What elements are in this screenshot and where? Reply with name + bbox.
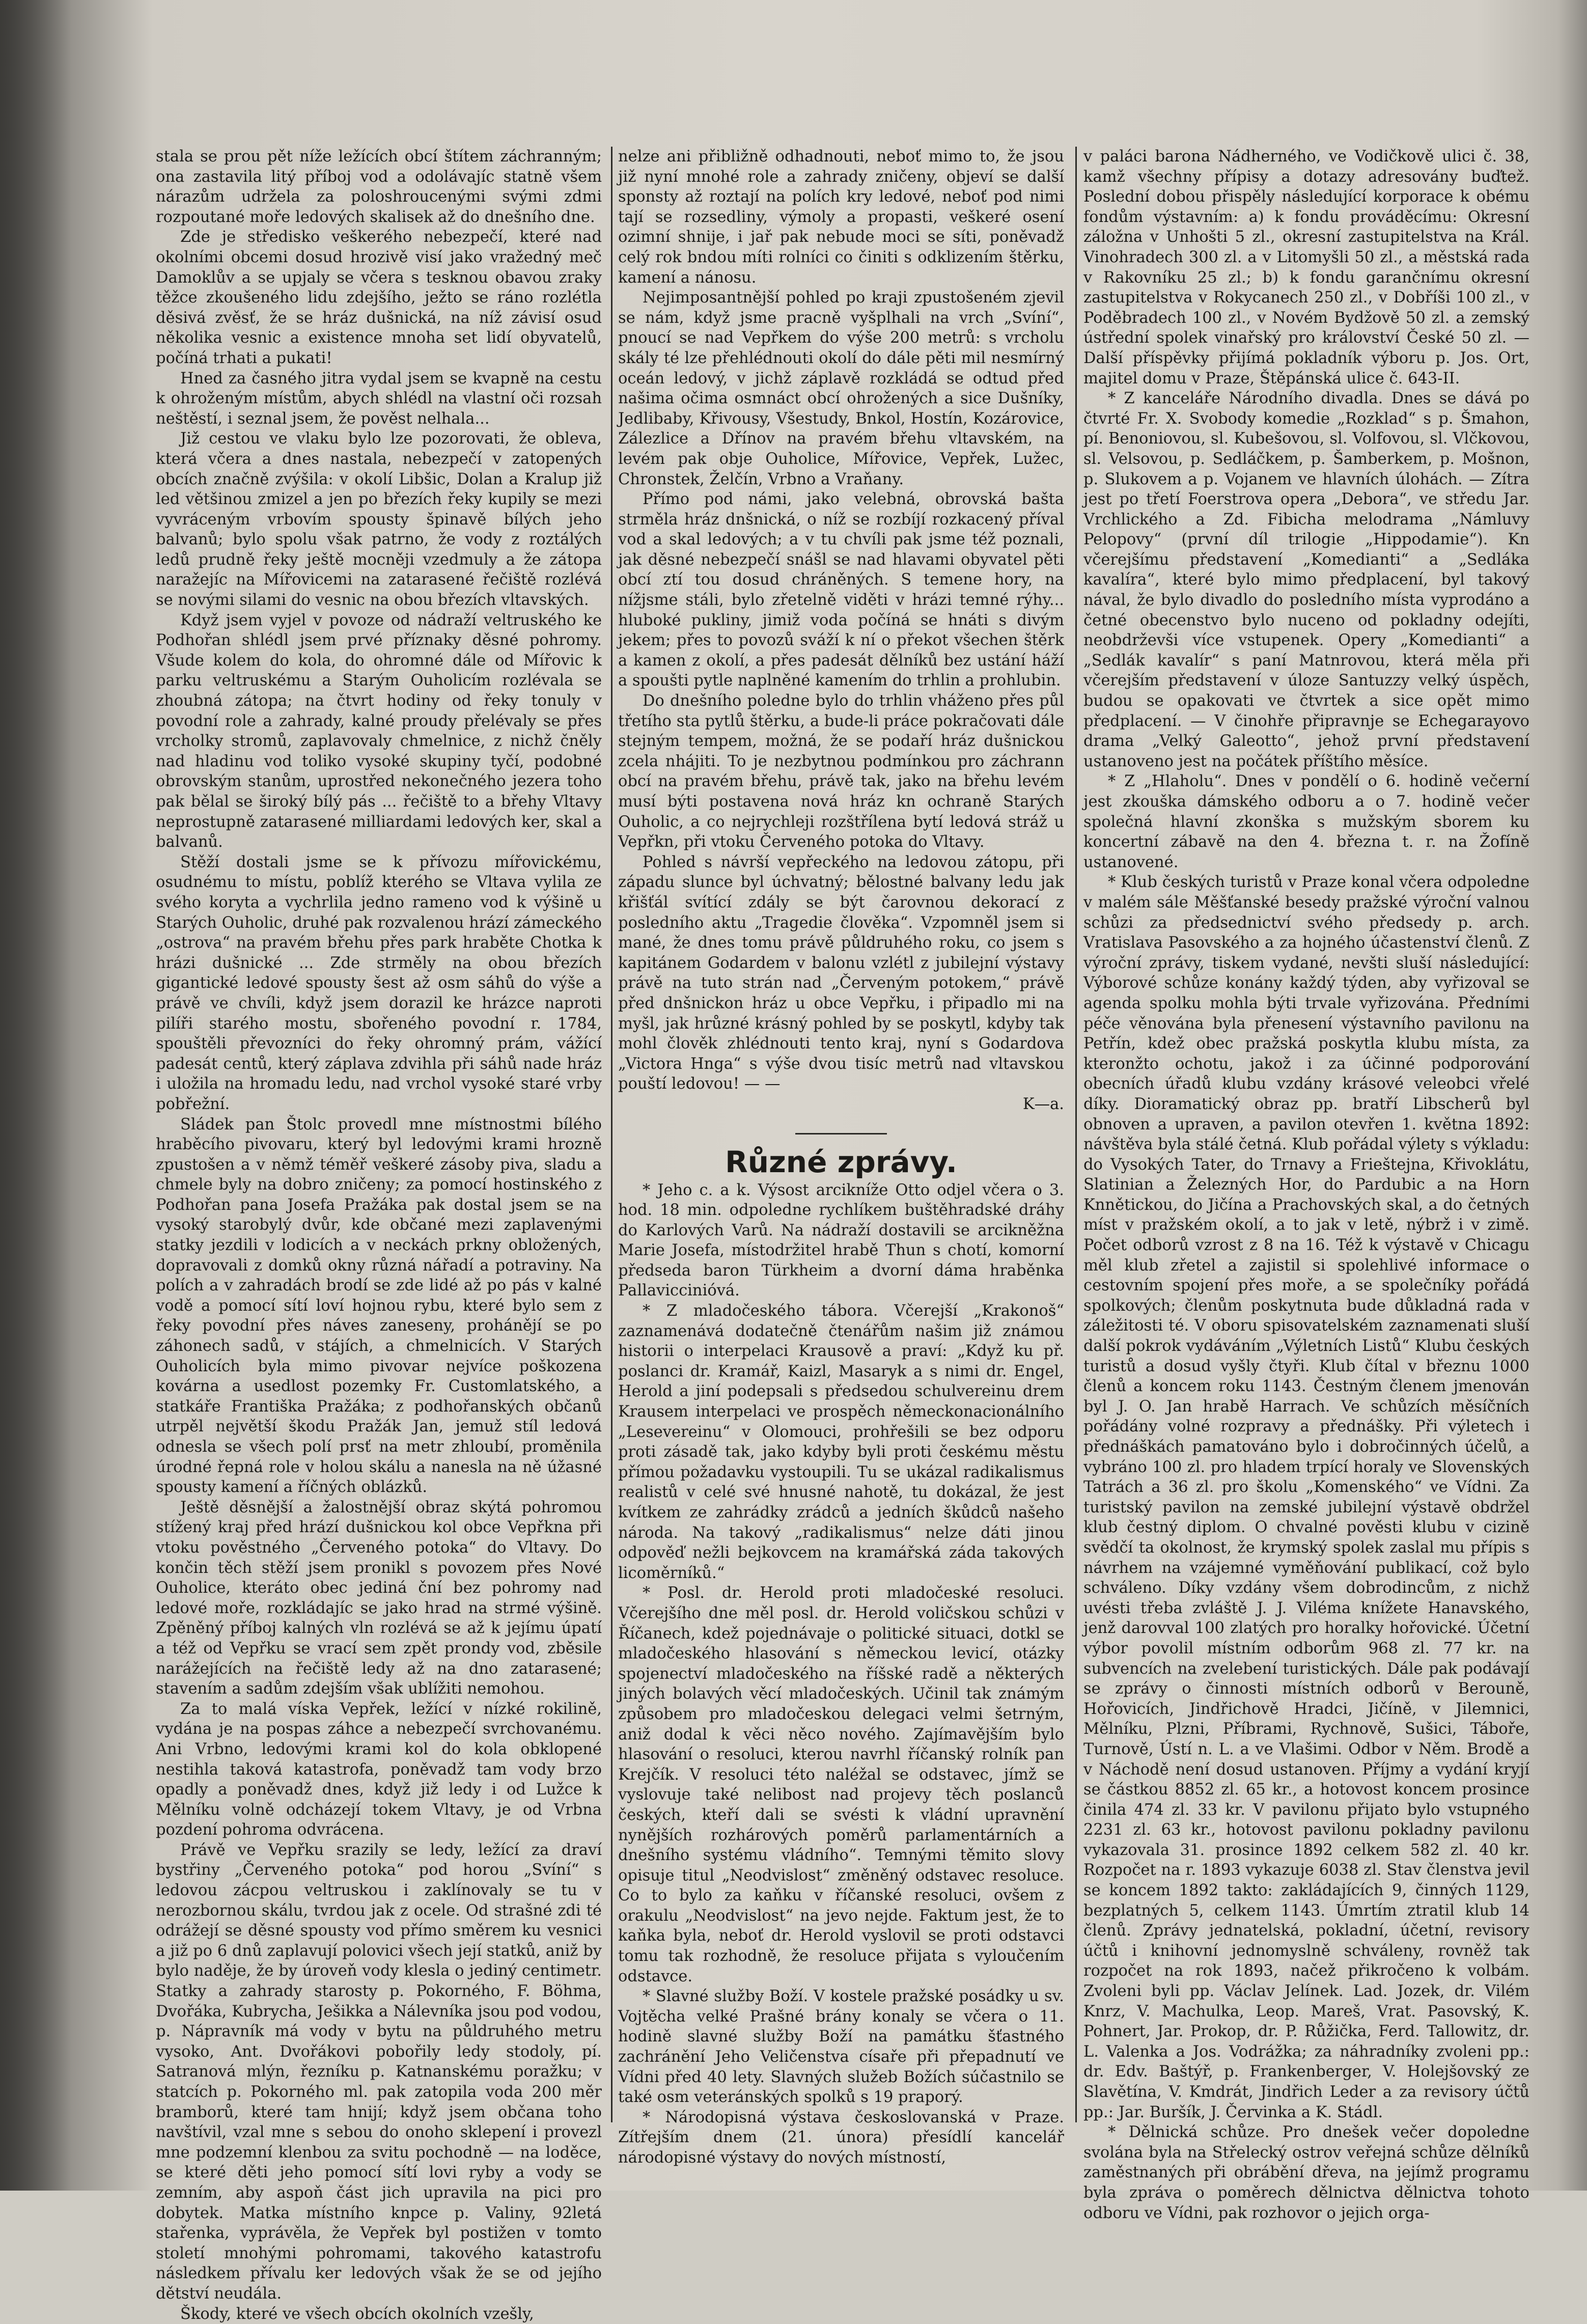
paragraph: Přímo pod námi, jako velebná, obrovská bašta strměla hráz dnšnická, o níž se rozbíjí rozkacený příval vod a skal ledových; a v tu chvíli pak jsme též poznali, jak děsné nebezpečí snášl se nad hlavami obyvatel pěti obcí ztí tou dosud chráněných. S temene hory, na nížjsme stáli, bylo zřetelně viděti v hrázi temné rýhy... hluboké pukliny, jimiž voda počíná se hnáti s divým jekem; přes to povozů sváží k ní o překot všechen štěrk a kamen z okolí, a přes padesát dělníků bez ustání háží a spoušti pytle naplněné kamením do trhlin a prohlubin. [618, 490, 1064, 690]
section-divider [795, 1133, 887, 1135]
news-item: * Z „Hlaholu“. Dnes v pondělí o 6. hodině večerní jest zkouška dámského odboru a o 7. hodině večer společná hlavní zkonška s mužským sborem ku koncertní zábavě na den 4. března t. r. na Žofíně ustanovené. [1083, 772, 1529, 871]
news-item: * Z mladočeského tábora. Včerejší „Krakonoš“ zaznamenává dodatečně čtenářům našim již známou historii o interpelaci Krausově a praví: „Když ku př. poslanci dr. Kramář, Kaizl, Masaryk a s nimi dr. Engel, Herold a jiní podepsali s předsedou schulvereinu drem Krausem interpelaci ve prospěch německonacionálního „Lesevereinu“ v Olomouci, prohřešili se bez odporu proti zásadě tak, jako kdyby byli proti českému městu přímou požadavku vystoupili. Tu se ukázal radikalismus realistů v celé své hnusné nahotě, tu dokázal, že jest kvítkem ze zahrádky zrádců a jedních škůdců našeho národa. Na takový „radikalismus“ nelze dáti jinou odpověď nežli bejkovcem na kramářská záda takových licoměrníků.“ [618, 1302, 1064, 1582]
scan-shadow [0, 0, 71, 2191]
paragraph: v paláci barona Nádherného, ve Vodičkově ulici č. 38, kamž všechny přípisy a dotazy adresovány buďtež. Poslední dobou přispěly následující korporace k obému fondům výstavním: a) k fondu prováděcímu: Okresní záložna v Unhošti 5 zl., okresní zastupitelstva na Král. Vinohradech 300 zl. a v Litomyšli 50 zl., a městská rada v Rakovníku 25 zl.; b) k fondu garančnímu okresní zastupitelstva v Rokycanech 250 zl., v Dobříši 100 zl., v Poděbradech 100 zl., v Novém Bydžově 50 zl. a zemský ústřední spolek vinařský pro království České 50 zl. — Další příspěvky přijímá pokladník výboru p. Jos. Ort, majitel domu v Praze, Štěpánská ulice č. 643-II. [1083, 148, 1529, 388]
paragraph: Pohled s návrší vepřeckého na ledovou zátopu, při západu slunce byl úchvatný; bělostné balvany ledu jak křišťál svítící zdály se být čarovnou dekorací z posledního aktu „Tragedie člověka“. Vzpomněl jsem si mané, že dnes tomu právě půldruhého roku, co jsem s kapitánem Godardem v balonu vzlétl z jubilejní výstavy právě na tuto strán nad „Červeným potokem,“ právě před dnšnickon hráz u obce Vepřku, i připadlo mi na myšl, jak hrůzné krásný pohled by se poskytl, kdyby tak mohl člověk zhlédnouti tento kraj, nyní s Godardova „Victora Hnga“ s výše dvou tisíc metrů nad vltavskou pouští ledovou! — — [618, 853, 1064, 1093]
paragraph: Škody, které ve všech obcích okolních vzešly, [180, 2305, 534, 2323]
section-title: Různé zprávy. [725, 1144, 957, 1179]
column-rule [1075, 147, 1077, 2122]
paragraph: Do dnešního poledne bylo do trhlin vháženo přes půl třetího sta pytlů štěrku, a bude-li práce pokračovati dále stejným tempem, možná, že se podaří hráz dušnickou zcela nhájiti. To je nezbytnou podmínkou pro záchrann obcí na pravém břehu, právě tak, jako na břehu levém musí býti postavena nová hráz kn ochraně Starých Ouholic, a co nejrychleji rozštřílena bytí ledová stráž u Vepřkn, při vtoku Červeného potoka do Vltavy. [618, 692, 1064, 851]
news-item: * Posl. dr. Herold proti mladočeské resoluci. Včerejšího dne měl posl. dr. Herold voličskou schůzi v Říčanech, kdež pojednávaje o politické situaci, dotkl se mladočeského hlasování s německou levicí, otázky spojenectví mladočeského na říšské radě a některých jiných bolavých věcí mladočeských. Učinil tak známým způsobem pro mladočeskou delegaci velmi šetrným, aniž dodal k věci něco nového. Zajímavějším bylo hlasování o resoluci, kterou navrhl říčanský rolník pan Krejčík. V resoluci této naléžal se odstavec, jímž se vyslovuje také nelibost nad projevy těch poslanců českých, kteří dali se svésti k vládní upravnění nynějších rozhárových poměrů parlamentárních a dnešního systému vládního“. Temnými těmito slovy opisuje titul „Neodvislost“ změněný odstavec resoluce. Co to bylo za kaňku v říčanské resoluci, ovšem z orakulu „Neodvislost“ na jevo nejde. Faktum jest, že to kaňka byla, neboť dr. Herold vyslovil se proti odstavci tomu tak rozhodně, že resoluce přijata s vyloučením odstavce. [618, 1584, 1064, 1985]
news-item: * Dělnická schůze. Pro dnešek večer dopoledne svolána byla na Střelecký ostrov veřejná schůze dělníků zaměstnaných při obrábění dřeva, na jejímž programu byla zpráva o poměrech dělnictva dělnictva tohoto odboru ve Vídni, pak rozhovor o jejich orga- [1083, 2123, 1529, 2222]
news-item: * Z kanceláře Národního divadla. Dnes se dává po čtvrté Fr. X. Svobody komedie „Rozklad“ s p. Šmahon, pí. Benoniovou, sl. Kubešovou, sl. Volfovou, sl. Vlčkovou, sl. Velsovou, p. Sedláčkem, p. Šamberkem, p. Mošnon, p. Slukovem a p. Vojanem ve hlavních úlohách. — Zítra jest po třetí Foerstrova opera „Debora“, ve středu Jar. Vrchlického a Zd. Fibicha melodrama „Námluvy Pelopovy“ (první díl trilogie „Hippodamie“). Kn včerejšímu představení „Komedianti“ a „Sedláka kavalíra“, které bylo mimo předplacení, byl takový nával, že bylo divadlo do posledního místa vyprodáno a četné obecenstvo bylo nuceno od pokladny odejíti, neobdrževši více vstupenek. Opery „Komedianti“ a „Sedlák kavalír“ s paní Matnrovou, která měla při včerejším představení v úloze Santuzzy velký úspěch, budou se opakovati ve čtvrtek a sice opět mimo předplacení. — V činohře připravnje se Echegarayovo drama „Velký Galeotto“, jehož první představení ustanoveno jest na počátek příštího měsíce. [1083, 390, 1529, 770]
paragraph: Hned za časného jitra vydal jsem se kvapně na cestu k ohroženým místům, abych shlédl na vlastní oči rozsah neštěstí, i seznal jsem, že pověst nelhala... [156, 369, 602, 428]
news-item: * Národopisná výstava českoslovanská v Praze. Zítřejším dnem (21. února) přesídlí kancelář národopisné výstavy do nových místností, [618, 2108, 1064, 2167]
column-rule [611, 147, 612, 2122]
paragraph: nelze ani přibližně odhadnouti, neboť mimo to, že jsou již nyní mnohé role a zahrady zničeny, objeví se další sponsty až roztají na polích kry ledové, neboť pod nimi tají se rozsedliny, výmoly a propasti, veškeré osení ozimní shnije, i jař pak nebude moci se síti, poněvadž celý rok bndou míti rolníci co činiti s odklizením štěrku, kamení a nánosu. [618, 148, 1064, 287]
news-item: * Klub českých turistů v Praze konal včera odpoledne v malém sále Měšťanské besedy pražské výroční valnou schůzi za předsednictví svého předsedy p. arch. Vratislava Pasovského a za hojného účastenství členů. Z výroční zprávy, tiskem vydané, nevšti sluší následující: Výborové schůze konány každý týden, aby vyřizoval se agenda spolku mohla býti trvale vyřizována. Předními péče věnována byla přenesení výstavního pavilonu na Petřín, kdež obec pražská poskytla klubu místa, za kteronžto ochotu, jakož i za účinné podporování obecních úřadů klubu vzdány krásové veleobci vřelé díky. Dioramatický obraz pp. bratří Libscherů byl obnoven a upraven, a pavilon otevřen 1. května 1892: návštěva byla stálé četná. Klub pořádal výlety s výkladu: do Vysokých Tater, do Trnavy a Frieštejna, Křivoklátu, Slatinian a Železných Hor, do Pardubic a na Horn Knnětickou, do Jičína a Prachovských skal, a do četných míst v pražském okolí, a to jak v letě, nýbrž i v zimě. Počet odborů vzrost z 8 na 16. Též k výstavě v Chicagu měl klub zřetel a zajistil si spolehlivé informace o cestovním spojení přes moře, a se společníky pořádá spolkových; členům poskytnuta bude důkladná rada v záležitosti té. V oboru spisovatelském zaznamenati sluší další pokrok vydáváním „Výletních Listů“ Klubu českých turistů a dosud vyšly čtyři. Klub čítal v březnu 1000 členů a koncem roku 1143. Čestným členem jmenován byl J. O. Jan hrabě Harrach. Ve schůzích měsíčních pořádány volné rozpravy a přednášky. Při výletech i přednáškách pamatováno bylo i dobročinných účelů, a vybráno 100 zl. pro hladem trpící horaly ve Slovenských Tatrách a 36 zl. pro školu „Komenského“ ve Vídni. Za turistský pavilon na zemské jubilejní výstavě obdržel klub čestný diplom. O chvalné pověsti klubu v cizině svědčí ta okolnost, že krymský spolek zaslal mu přípis s návrhem na vzájemné vyměňování publikací, což bylo schváleno. Díky vzdány všem dobrodincům, z nichž uvésti třeba zvláště J. J. Viléma knížete Hanavského, jenž darovval 100 zlatých pro horalky hořovické. Účetní výbor povolil místním odborům 968 zl. 77 kr. na subvencích na zvelebení turistických. Dále pak podávají se zprávy o činnosti místních odborů v Berouně, Hořovicích, Jindřichově Hradci, Jičíně, v Jilemnici, Mělníku, Plzni, Příbrami, Rychnově, Sušici, Táboře, Turnově, Ústí n. L. a ve Vlašimi. Odbor v Něm. Brodě a v Náchodě není dosud ustanoven. Příjmy a vydání kryjí se částkou 8852 zl. 65 kr., a hotovost koncem prosince činila 474 zl. 33 kr. V pavilonu přijato bylo vstupného 2231 zl. 63 kr., hotovost pavilonu pokladny pavilonu vykazovala 31. prosince 1892 celkem 582 zl. 40 kr. Rozpočet na r. 1893 vykazuje 6038 zl. Stav členstva jevil se koncem 1892 takto: zakládajících 9, činných 1129, bezplatných 5, celkem 1143. Úmrtím ztratil klub 14 členů. Zprávy jednatelská, pokladní, účetní, revisory účtů i knihovní jednomyslně schváleny, rovněž tak rozpočet na rok 1893, načež přikročeno k volbám. Zvoleni byli pp. Václav Jelínek. Lad. Jozek, dr. Vilém Knrz, V. Machulka, Leop. Mareš, Vrat. Pasovský, K. Pohnert, Jar. Prokop, dr. P. Růžička, Ferd. Tallowitz, dr. L. Valenka a Jos. Vodrážka; za náhradníky zvoleni pp.: dr. Edv. Baštýř, p. Frankenberger, V. Holejšovský ze Slavětína, V. Kmdrát, Jindřich Leder a za revisory účtů pp.: Jar. Buršík, J. Červinka a K. Stádl. [1083, 873, 1529, 2121]
paragraph: Zde je středisko veškerého nebezpečí, které nad okolními obcemi dosud hrozivě visí jako vražedný meč Damoklův a se upjaly se včera s tesknou obavou zraky těžce zkoušeného lidu zdejšího, ježto se ráno rozlétla děsivá zvěsť, že se hráz dušnická, na níž závisí osud několika vesnic a existence mnoha set lidí obyvatelů, počíná trhati a pukati! [156, 228, 602, 367]
signature: K—a. [1022, 1095, 1064, 1113]
paragraph: stala se prou pět níže ležících obcí štítem záchranným; ona zastavila litý příboj vod a odolávajíc statně všem nárazům udržela za poloshroucenými svými zdmi rozpoutané moře ledových skalisek až do dnešního dne. [156, 148, 602, 226]
paragraph: Stěží dostali jsme se k přívozu mířovickému, osudnému to místu, poblíž kterého se Vltava vylila ze svého koryta a vychrlila jedno rameno vod k výšině u Starých Ouholic, druhé pak rozvalenou hrází zámeckého „ostrova“ na pravém břehu přes park hraběte Chotka k hrázi dušnické ... Zde strměly na obou březích gigantické ledové spousty šest až osm sáhů do výše a právě ve chvíli, když jsem dorazil ke hrázce naproti pilíři starého mostu, sbořeného povodní r. 1784, spouštěli převozníci do řeky ohromný prám, vážící padesát centů, který záplava zdvihla při sáhů nade hráz i uložila na hromadu ledu, nad vrchol vysoké staré vrby pobřežní. [156, 853, 602, 1113]
column-3 [1083, 147, 1529, 2222]
paragraph: Když jsem vyjel v povoze od nádraží veltruského ke Podhořan shlédl jsem prvé příznaky děsné pohromy. Všude kolem do kola, do ohromné dále od Mířovic k parku veltruskému a Starým Ouholicím rozlévala se zhoubná zátopa; na čtvrt hodiny od řeky tonuly v povodní role a zahrady, kalné proudy přelévaly se přes vrcholky stromů, zaplavovaly chmelnice, z nichž čněly nad hladinu vod toliko vysoké skupiny tyčí, podobné obrovským stanům, uprostřed nekonečného jezera toho pak bělal se široký bílý pás ... řečiště to a břehy Vltavy neprostupně zatarasené milliardami ledových ker, skal a balvanů. [156, 611, 602, 851]
column-2 [618, 147, 1064, 2167]
paragraph: Nejimposantnější pohled po kraji zpustošeném zjevil se nám, když jsme pracně vyšplhali na vrch „Svíní“, pnoucí se nad Vepřkem do výše 200 metrů: s vrcholu skály té lze přehlédnouti okolí do dále pěti mil nesmírný oceán ledový, v jichž záplavě rozkládá se odtud před našima očima osmnáct obcí ohrožených a sice Dušníky, Jedlibaby, Křivousy, Všestudy, Bnkol, Hostín, Kozárovice, Zálezlice a Dřínov na pravém břehu vltavském, na levém pak obje Ouholice, Mířovice, Vepřek, Lužec, Chronstek, Želčín, Vrbno a Vraňany. [618, 289, 1064, 488]
news-item: * Slavné služby Boží. V kostele pražské posádky u sv. Vojtěcha velké Prašné brány konaly se včera o 11. hodině slavné služby Boží na památku šťastného zachránění Jeho Veličenstva císaře při přepadnutí ve Vídni před 40 lety. Slavných služeb Božích súčastnilo se také osm veteránských spolků s 19 praporý. [618, 1987, 1064, 2107]
paragraph: Již cestou ve vlaku bylo lze pozorovati, že obleva, která včera a dnes nastala, nebezpečí v zatopených obcích značně zvýšila: v okolí Libšic, Dolan a Kralup již led většinou zmizel a jen po březích řeky kupily se mezi vyvráceným vrbovím spousty špinavě bílých jeho balvanů; bylo spolu však patrno, že vody z roztálých ledů prudně řeky ještě mocněji vzedmuly a že zátopa naražejíc na Mířovicemi na zatarasené řečiště rozlévá se novými silami do vesnic na obou březích vltavských. [156, 430, 602, 610]
news-item: * Jeho c. a k. Výsost arciknížе Otto odjel včera o 3. hod. 18 min. odpoledne rychlíkem buštěhradské dráhy do Karlových Varů. Na nádraží dostavili se arcikněžna Marie Josefa, místodržitel hrabě Thun s chotí, komorní předseda baron Türkheim a dvorní dáma hraběnka Pallaviccinióvá. [618, 1181, 1064, 1300]
paragraph: Sládek pan Štolc provedl mne místnostmi bílého hraběcího pivovaru, který byl ledovými krami hrozně zpustošen a v němž téměř veškeré zásoby piva, sladu a chmele byly na dobro zničeny; za pomocí hostinského z Podhořan pana Josefa Pražáka pak dostal jsem se na vysoký starobylý dvůr, kde občané mezi zaplavenými statky jezdili v lodicích a v neckách prkny obložených, dopravovali z domků okny různá nářadí a potraviny. Na polích a v zahradách brodí se zde lidé až po pás v kalné vodě a pomocí sítí loví hojnou rybu, které bylo sem z řeky povodní přes náves zaneseny, prohánějí se po záhonech sadů, v stájích, a chmelnicích. V Starých Ouholicích byla mimo pivovar nejvíce poškozena kovárna a usedlost pozemky Fr. Customlatského, a statkáře Františka Pražáka; z podhořanských občanů utrpěl největší škodu Pražák Jan, jemuž stíl ledová odnesla se všech polí prsť na metr zhloubí, proměnila úrodné řepná role v holou skálu a nanesla na ně úžasné spousty kamení a říčných oblázků. [156, 1115, 602, 1497]
paragraph: Za to malá víska Vepřek, ležící v nízké rokilině, vydána je na pospas záhce a nebezpečí svrchovanému. Ani Vrbno, ledovými krami kol do kola obklopené nestihla taková katastrofa, poněvadž tam vody brzo opadly a poněvadž dnes, když již ledy i od Lužce k Mělníku volně odcházejí tokem Vltavy, je od Vrbna pozdení pohroma odvrácena. [156, 1700, 602, 1839]
column-1 [156, 147, 602, 2323]
paragraph: Ještě děsnější a žalostnější obraz skýtá pohromou stížený kraj před hrází dušnickou kol obce Vepřkna při vtoku pověstného „Červeného potoka“ do Vltavy. Do končin těch stěží jsem pronikl s povozem přes Nové Ouholice, kteráto obec jediná ční bez pohromy nad ledové moře, rozkládajíc se jako hrad na strmé výšině. Zpěněný příboj kalných vln rozlévá se až k jejímu úpatí a též od Vepřku se vrací sem zpět prondy vod, zběsile narážejících na řečiště ledy až na dno zatarasené; stavením a sadům zdejším však ublížiti nemohou. [156, 1498, 602, 1698]
paragraph: Právě ve Vepřku srazily se ledy, ležící za draví bystřiny „Červeného potoka“ pod horou „Svíní“ s ledovou zácpou veltruskou i zaklínovaly se tu v nerozbornou skálu, tvrdou jak z ocele. Od strašné zdi té odrážejí se děsné spousty vod přímo směrem ku vesnici a již po 6 dnů zaplavují polovici všech její statků, aniž by bylo naděje, že by úroveň vody klesla o jediný centimetr. Statky a zahrady starosty p. Pokorného, F. Böhma, Dvořáka, Kubrycha, Ješikka a Nálevníka jsou pod vodou, p. Nápravník má vody v bytu na půldruhého metru vysoko, Ant. Dvořákovi pobořily ledy stodoly, pí. Satranová mlýn, řezníku p. Katnanskému poražku; v statcích p. Pokorného ml. pak zatopila voda 200 měr bramborů, které tam hnijí; když jsem občana toho navštívil, vzal mne s sebou do onoho sklepení i provezl mne podzemní klenbou za svitu pochodně — na loděce, se které děti jeho pomocí sítí lovi ryby a vody se zemním, aby aspoň část jich upravila na pici pro dobytek. Matka místního knpce p. Valiny, 92letá stařenka, vyprávěla, že Vepřek byl postižen v tomto století mnohými pohromami, takového katastrofu následkem přívalu ker ledových však že se od jejího dětství neudála. [156, 1841, 602, 2303]
text-columns [156, 147, 1530, 2323]
